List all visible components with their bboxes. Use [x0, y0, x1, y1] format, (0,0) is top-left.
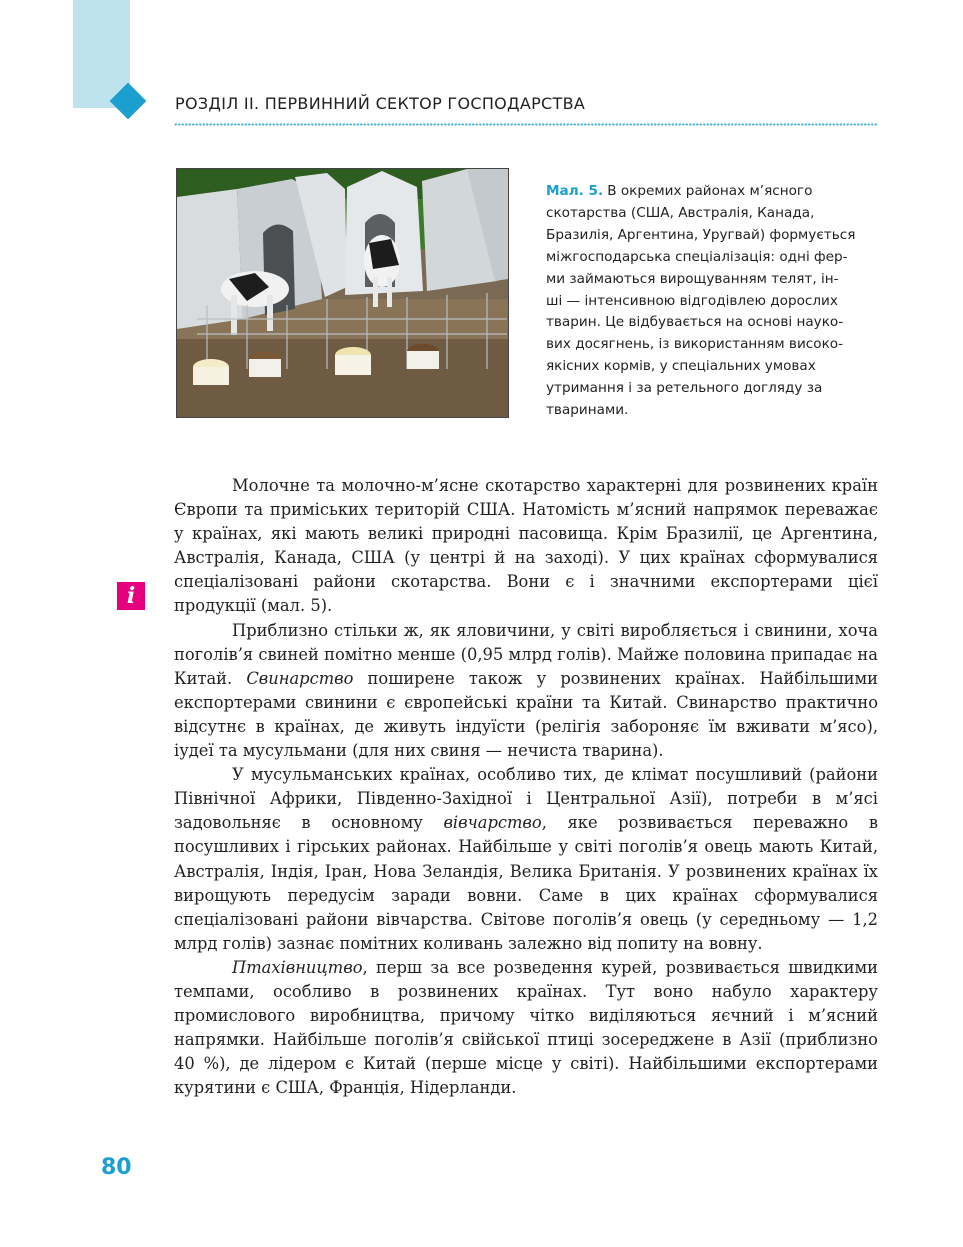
caption-line: ми займаються вирощуванням телят, ін- — [546, 270, 839, 287]
header-divider — [174, 122, 878, 127]
paragraph-cattle: Молочне та молочно-м’ясне скотарство характерні для розвинених країн Європи та приміських територій США. Натомість м’ясний напрямок переважає у країнах, які мають великі природні пасовища. Крім Бразилії, це Аргентина, Австралія, Канада, США (у центрі й на заході). У цих країнах сформувалися спеціалізовані райони скотарства. Вони є і значними експортерами цієї продукції (мал. 5). — [174, 476, 878, 616]
caption-line: утримання і за ретельного догляду за — [546, 380, 823, 397]
term-pig-farming: Свинарство — [246, 668, 354, 688]
text-run: , яке розвивається переважно в посушливих і гірських районах. Найбільше у світі поголів’я овець мають Китай, Австралія, Індія, Іран, Нова Зеландія, Велика Британія. У розвинених країнах їх вирощують передусім заради вовни. Саме в цих країнах сформувалися спеціалізовані райони вівчарства. Світове поголів’я овець (у середньому — 1,2 млрд голів) зазнає помітних коливань залежно від попиту на вовну. — [174, 813, 878, 953]
figure-label: Мал. 5. — [546, 183, 604, 199]
term-poultry-farming: Птахівництво — [232, 957, 363, 977]
caption-line: якісних кормів, у спеціальних умовах — [546, 358, 816, 375]
term-sheep-farming: вівчарство — [443, 813, 542, 833]
paragraph-sheep — [174, 763, 878, 956]
caption-line: ші — інтенсивною відгодівлею дорослих — [546, 292, 838, 309]
paragraph-pigs — [174, 619, 878, 764]
paragraph-poultry — [174, 956, 878, 1101]
caption-line: міжгосподарська спеціалізація: одні фер- — [546, 248, 848, 265]
caption-line: вих досягнень, із використанням високо- — [546, 336, 843, 353]
info-marker-icon: i — [117, 582, 145, 610]
caption-line: тваринами. — [546, 402, 629, 419]
calf-hutches-photo — [176, 168, 509, 418]
text-run: Приблизно стільки ж, як яловичини, у світі виробляється і свинини, хоча поголів’я свиней помітно менше (0,95 млрд голів). Майже половина припадає на Китай. — [174, 620, 878, 688]
caption-line: В окремих районах м’ясного — [607, 183, 813, 199]
caption-line: Бразилія, Аргентина, Уругвай) формується — [546, 226, 856, 243]
section-title: РОЗДІЛ ІІ. ПЕРВИННИЙ СЕКТОР ГОСПОДАРСТВА — [175, 94, 586, 113]
main-text — [174, 474, 878, 1100]
page-number: 80 — [101, 1155, 132, 1180]
text-run: поширене також у розвинених країнах. Найбільшими експортерами свинини є європейські країни та Китай. Свинарство практично відсутнє в країнах, де живуть індуїсти (релігія забороняє їм вживати м’ясо), іудеї та мусульмани (для них свиня — нечиста тварина). — [174, 668, 879, 761]
figure-caption — [546, 181, 876, 422]
caption-line: скотарства (США, Австралія, Канада, — [546, 204, 815, 221]
caption-line: тварин. Це відбувається на основі науко- — [546, 314, 844, 331]
text-run: , перш за все розведення курей, розвивається швидкими темпами, особливо в розвинених країнах. Тут воно набуло характеру промислового виробництва, причому чітко виділяються яєчний і м’ясний напрямки. Найбільше поголів’я свійської птиці зосереджене в Азії (приблизно 40 %), де лідером є Китай (перше місце у світі). Найбільшими експортерами курятини є США, Франція, Нідерланди. — [174, 957, 878, 1098]
text-run: У мусульманських країнах, особливо тих, де клімат посушливий (райони Північної Африки, Південно-Західної і Центральної Азії), потреби в м’ясі задовольняє в основному — [174, 765, 878, 833]
